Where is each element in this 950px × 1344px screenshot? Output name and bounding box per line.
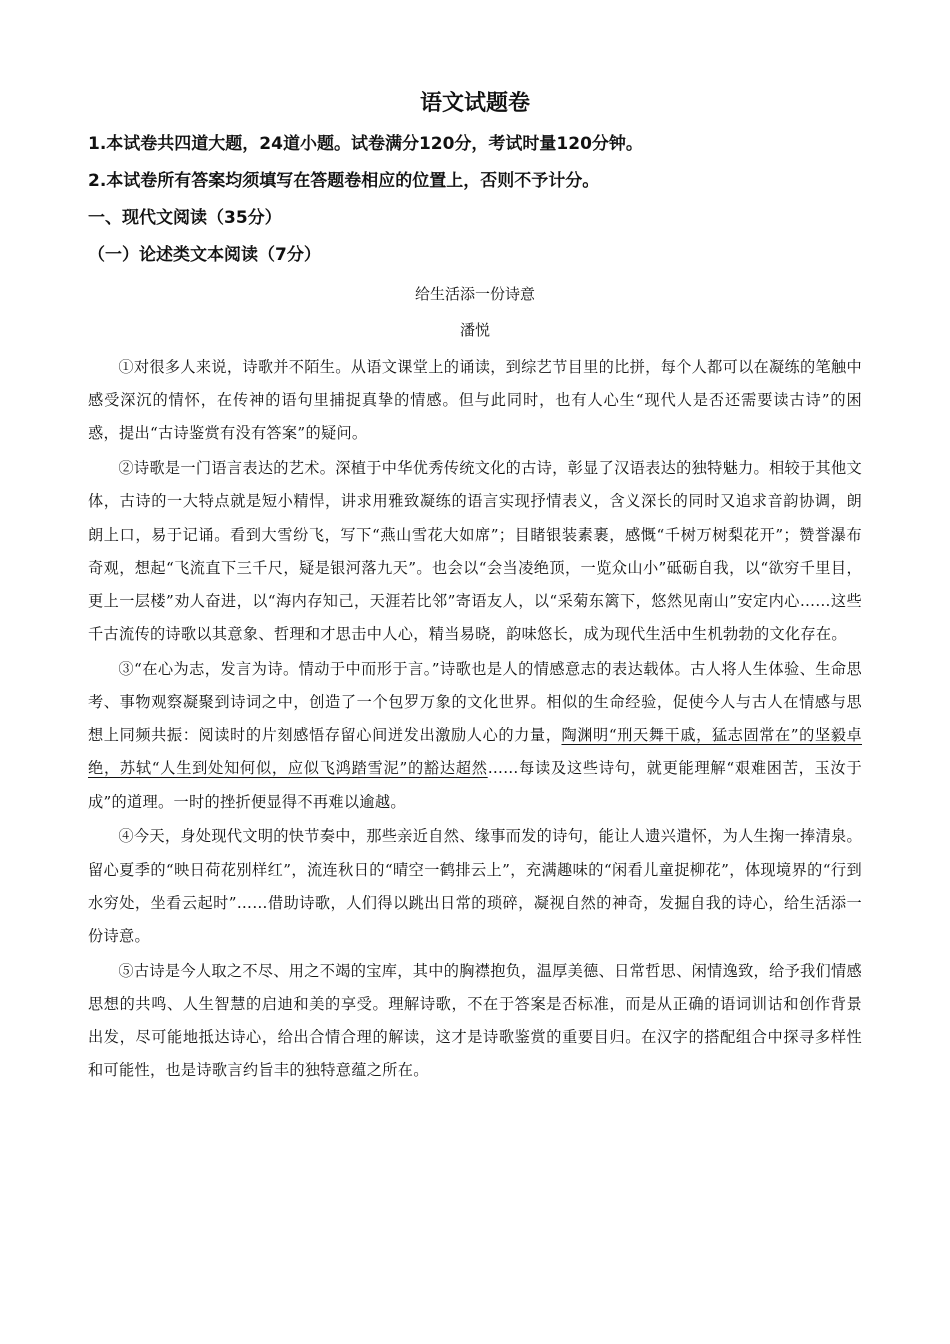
section-heading: 一、现代文阅读（35分）	[88, 208, 282, 228]
instruction-1: 1.本试卷共四道大题，24道小题。试卷满分120分，考试时量120分钟。	[88, 134, 643, 154]
instruction-2: 2.本试卷所有答案均须填写在答题卷相应的位置上，否则不予计分。	[88, 171, 600, 191]
paragraph-3	[88, 653, 862, 819]
paragraph-2: ②诗歌是一门语言表达的艺术。深植于中华优秀传统文化的古诗，彰显了汉语表达的独特魅力。相较于其他文体，古诗的一大特点就是短小精悍，讲求用雅致凝练的语言实现抒情表义，含义深长的同时又追求音韵协调，朗朗上口，易于记诵。看到大雪纷飞，写下“燕山雪花大如席”；目睹银装素裹，感慨“千树万树梨花开”；赞誉瀑布奇观，想起“飞流直下三千尺，疑是银河落九天”。也会以“会当凌绝顶，一览众山小”砥砺自我，以“欲穷千里目，更上一层楼”劝人奋进，以“海内存知己，天涯若比邻”寄语友人，以“采菊东篱下，悠然见南山”安定内心……这些千古流传的诗歌以其意象、哲理和才思击中人心，精当易晓，韵味悠长，成为现代生活中生机勃勃的文化存在。	[88, 459, 862, 644]
article-title: 给生活添一份诗意	[414, 285, 535, 303]
exam-title: 语文试题卷	[419, 91, 530, 116]
paragraph-3-underlined-text: 陶渊明“刑天舞干戚，猛志固常在”的坚毅卓绝，苏轼“人生到处知何似，应似飞鸿踏雪泥”的豁达超然	[88, 726, 862, 778]
paragraph-4: ④今天，身处现代文明的快节奏中，那些亲近自然、缘事而发的诗句，能让人遗兴遣怀，为人生掬一捧清泉。留心夏季的“映日荷花别样红”，流连秋日的“晴空一鹤排云上”，充满趣味的“闲看儿童捉柳花”，体现境界的“行到水穷处，坐看云起时”……借助诗歌，人们得以跳出日常的琐碎，凝视自然的神奇，发掘自我的诗心，给生活添一份诗意。	[88, 827, 862, 945]
article-author: 潘悦	[459, 321, 490, 339]
paragraph-1: ①对很多人来说，诗歌并不陌生。从语文课堂上的诵读，到综艺节目里的比拼，每个人都可以在凝练的笔触中感受深沉的情怀，在传神的语句里捕捉真挚的情感。但与此同时，也有人心生“现代人是否还需要读古诗”的困惑，提出“古诗鉴赏有没有答案”的疑问。	[88, 358, 862, 443]
paragraph-3-text-a: ③“在心为志，发言为诗。情动于中而形于言。”诗歌也是人的情感意志的表达载体。古人将人生体验、生命思考、事物观察凝聚到诗词之中，创造了一个包罗万象的文化世界。相似的生命经验，促使今人与古人在情感与思想上同频共振：阅读时的片刻感悟存留心间迸发出激励人心的力量，	[88, 659, 862, 745]
paragraph-3-text-b: ……每读及这些诗句，就更能理解“艰难困苦，玉汝于成”的道理。一时的挫折便显得不再难以逾越。	[88, 759, 862, 811]
subsection-heading: （一）论述类文本阅读（7分）	[88, 245, 321, 265]
paragraph-5: ⑤古诗是今人取之不尽、用之不竭的宝库，其中的胸襟抱负，温厚美德、日常哲思、闲情逸致，给予我们情感思想的共鸣、人生智慧的启迪和美的享受。理解诗歌，不在于答案是否标准，而是从正确的语词训诂和创作背景出发，尽可能地抵达诗心，给出合情合理的解读，这才是诗歌鉴赏的重要目归。在汉字的搭配组合中探寻多样性和可能性，也是诗歌言约旨丰的独特意蕴之所在。	[88, 961, 862, 1080]
